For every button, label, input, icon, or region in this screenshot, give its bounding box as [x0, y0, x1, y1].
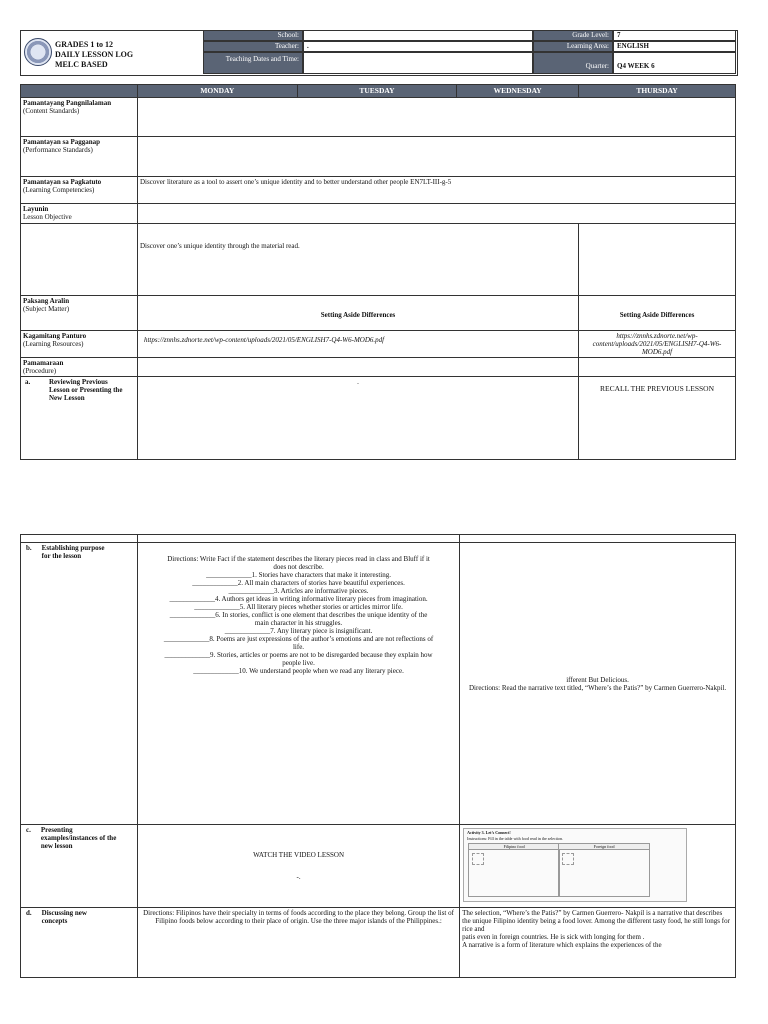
- resources-title: Kagamitang Panturo: [23, 332, 87, 340]
- procedure-sub: (Procedure): [23, 367, 57, 375]
- resources-label: [21, 331, 138, 358]
- purpose-line-12: _____________9. Stories, articles or poems are not to be disregarded because they explain how: [164, 651, 433, 659]
- purpose-label: [21, 543, 138, 825]
- lesson-log-table-continued: [20, 534, 736, 978]
- purpose-line-14: _____________10. We understand people when we read any literary piece.: [193, 667, 404, 675]
- objective-label: [21, 204, 138, 224]
- objective-blank: [21, 224, 138, 296]
- competencies-sub: (Learning Competencies): [23, 186, 95, 194]
- school-label: School:: [203, 30, 303, 41]
- worksheet-instructions: Instructions: Fill in the table with food read in the selection.: [467, 836, 563, 841]
- discuss-title: Discussing new concepts: [41, 909, 87, 925]
- continued-top-blank-3: [460, 535, 736, 543]
- discuss-monday-cell[interactable]: Directions: Filipinos have their specialty in terms of foods according to the place they belong. Group the list of Filipino foods below according to their place of origin. Use the three major islands of the Philippines.:: [137, 908, 459, 978]
- objective-header-cell[interactable]: [137, 204, 735, 224]
- day-tuesday: TUESDAY: [297, 85, 457, 98]
- procedure-label: [21, 358, 138, 377]
- teacher-field[interactable]: .: [303, 41, 533, 52]
- purpose-line-4: _____________3. Articles are informative pieces.: [228, 587, 369, 595]
- day-monday: MONDAY: [137, 85, 297, 98]
- resources-thursday-link[interactable]: https://znnhs.zdnorte.net/wp-content/uploads/2021/05/ENGLISH7-Q4-W6-MOD6.pdf: [579, 331, 736, 358]
- review-number: a.: [25, 378, 31, 386]
- competencies-label: [21, 177, 138, 204]
- examples-thursday-cell[interactable]: [460, 825, 736, 908]
- review-monday-cell[interactable]: .: [137, 377, 578, 460]
- subject-matter-monday[interactable]: Setting Aside Differences: [137, 296, 578, 331]
- continued-top-row: [21, 535, 736, 543]
- purpose-line-13: people live.: [282, 659, 315, 667]
- purpose-line-2: _____________1. Stories have characters that make it interesting.: [206, 571, 391, 579]
- purpose-line-9: _____________7. Any literary piece is insignificant.: [224, 627, 373, 635]
- procedure-row: [21, 358, 736, 377]
- lesson-log-table: [20, 84, 736, 460]
- subject-matter-row: [21, 296, 736, 331]
- subject-matter-title: Paksang Aralin: [23, 297, 70, 305]
- day-header-row: [21, 85, 736, 98]
- document-title: [55, 40, 133, 70]
- purpose-number: b.: [26, 544, 32, 552]
- dates-label: Teaching Dates and Time:: [203, 52, 303, 74]
- purpose-thursday-cell[interactable]: [460, 543, 736, 825]
- examples-title: Presenting examples/instances of the new lesson: [40, 826, 117, 850]
- dates-field[interactable]: [303, 52, 533, 74]
- purpose-line-8: main character in his struggles.: [254, 619, 343, 627]
- title-line-2: DAILY LESSON LOG: [55, 50, 134, 59]
- examples-label: [21, 825, 138, 908]
- content-standards-row: [21, 98, 736, 137]
- purpose-line-0: Directions: Write Fact if the statement describes the literary pieces read in class and Bluff if it: [167, 555, 430, 563]
- purpose-line-6: _____________5. All literary pieces whether stories or articles mirror life.: [194, 603, 403, 611]
- worksheet-title: Activity 3. Let’s Connect!: [467, 830, 511, 835]
- purpose-line-10: _____________8. Poems are just expressions of the author’s emotions and are not reflections of: [163, 635, 434, 643]
- worksheet-col-filipino-header: Filipino food: [469, 844, 559, 850]
- discuss-thursday-line-2: patis even in foreign countries. He is sick with longing for them .: [462, 933, 645, 941]
- performance-standards-sub: (Performance Standards): [23, 146, 93, 154]
- purpose-title: Establishing purpose for the lesson: [41, 544, 105, 560]
- subject-matter-sub: (Subject Matter): [23, 305, 70, 313]
- examples-monday-cell[interactable]: [137, 825, 459, 908]
- resources-row: [21, 331, 736, 358]
- teacher-label: Teacher:: [203, 41, 303, 52]
- discuss-label: [21, 908, 138, 978]
- objective-title: Layunin: [23, 205, 49, 213]
- discuss-thursday-line-0: The selection, “Where’s the Patis?” by Carmen Guerrero- Nakpil is a narrative that describes: [462, 909, 723, 917]
- worksheet-col-filipino: [468, 843, 560, 897]
- purpose-line-5: _____________4. Authors get ideas in writing informative literary pieces from imagination.: [169, 595, 428, 603]
- performance-standards-row: [21, 137, 736, 177]
- review-row: [21, 377, 736, 460]
- performance-standards-label: [21, 137, 138, 177]
- purpose-thursday-line-0: ifferent But Delicious.: [566, 675, 629, 684]
- day-wednesday: WEDNESDAY: [457, 85, 579, 98]
- activity-worksheet-image: [463, 828, 687, 902]
- performance-standards-cell[interactable]: [137, 137, 735, 177]
- discuss-thursday-line-1: the unique Filipino identity being a food lover. Among the different tasty food, he still longs for rice and: [462, 917, 730, 933]
- subject-matter-label: [21, 296, 138, 331]
- area-label: Learning Area:: [533, 41, 613, 52]
- procedure-thursday-cell[interactable]: [579, 358, 736, 377]
- competencies-title: Pamantayan sa Pagkatuto: [23, 178, 102, 186]
- quarter-label: Quarter:: [533, 52, 613, 74]
- quarter-field[interactable]: Q4 WEEK 6: [613, 52, 736, 74]
- examples-watch-video: WATCH THE VIDEO LESSON: [253, 851, 344, 859]
- review-label: [21, 377, 138, 460]
- content-standards-title: Pamantayang Pangnilalaman: [23, 99, 112, 107]
- procedure-monday-cell[interactable]: [137, 358, 578, 377]
- purpose-thursday-line-1: Directions: Read the narrative text titled, “Where’s the Patis?” by Carmen Guerrero-Nakpil.: [468, 683, 727, 692]
- competencies-row: [21, 177, 736, 204]
- resources-sub: (Learning Resources): [23, 340, 84, 348]
- school-field[interactable]: [303, 30, 533, 41]
- continued-top-blank-1: [21, 535, 138, 543]
- discuss-number: d.: [26, 909, 32, 917]
- title-line-1: GRADES 1 to 12: [55, 40, 114, 49]
- examples-row: [21, 825, 736, 908]
- day-thursday: THURSDAY: [579, 85, 736, 98]
- worksheet-col-foreign-header: Foreign food: [559, 844, 649, 850]
- purpose-line-11: life.: [292, 643, 305, 651]
- content-standards-sub: (Content Standards): [23, 107, 80, 115]
- purpose-line-7: _____________6. In stories, conflict is one element that describes the unique identity of the: [169, 611, 428, 619]
- title-line-3: MELC BASED: [55, 60, 108, 69]
- content-standards-label: [21, 98, 138, 137]
- review-title: Reviewing Previous Lesson or Presenting the New Lesson: [49, 378, 123, 402]
- purpose-row: [21, 543, 736, 825]
- discuss-thursday-cell[interactable]: [460, 908, 736, 978]
- worksheet-col-foreign: [558, 843, 650, 897]
- procedure-title: Pamamaraan: [23, 359, 64, 367]
- deped-seal-logo: [24, 38, 52, 66]
- content-standards-cell[interactable]: [137, 98, 735, 137]
- purpose-monday-cell[interactable]: [137, 543, 459, 825]
- day-header-blank: [21, 85, 138, 98]
- subject-matter-thursday[interactable]: Setting Aside Differences: [579, 296, 736, 331]
- discuss-thursday-line-3: A narrative is a form of literature which explains the experiences of the: [462, 941, 662, 949]
- purpose-line-3: _____________2. All main characters of stories have beautiful experiences.: [192, 579, 405, 587]
- area-field[interactable]: ENGLISH: [613, 41, 736, 52]
- objective-monday-cell[interactable]: Discover one’s unique identity through the material read.: [137, 224, 578, 296]
- grade-label: Grade Level:: [533, 30, 613, 41]
- continued-top-blank-2: [137, 535, 459, 543]
- competencies-cell[interactable]: Discover literature as a tool to assert one’s unique identity and to better understand other people EN7LT-III-g-5: [137, 177, 735, 204]
- worksheet-food-icon-1: [472, 853, 484, 865]
- performance-standards-title: Pamantayan sa Pagganap: [23, 138, 101, 146]
- discuss-row: [21, 908, 736, 978]
- resources-monday-link[interactable]: https://znnhs.zdnorte.net/wp-content/uploads/2021/05/ENGLISH7-Q4-W6-MOD6.pdf: [137, 331, 578, 358]
- grade-field[interactable]: 7: [613, 30, 736, 41]
- worksheet-food-icon-2: [562, 853, 574, 865]
- objective-sub: Lesson Objective: [23, 213, 72, 221]
- objective-thursday-cell[interactable]: [579, 224, 736, 296]
- purpose-line-1: does not describe.: [273, 563, 324, 571]
- examples-number: c.: [26, 826, 31, 834]
- objective-row: [21, 224, 736, 296]
- objective-label-row: [21, 204, 736, 224]
- review-thursday-cell[interactable]: RECALL THE PREVIOUS LESSON: [579, 377, 736, 460]
- examples-monday-note: -.: [296, 873, 301, 881]
